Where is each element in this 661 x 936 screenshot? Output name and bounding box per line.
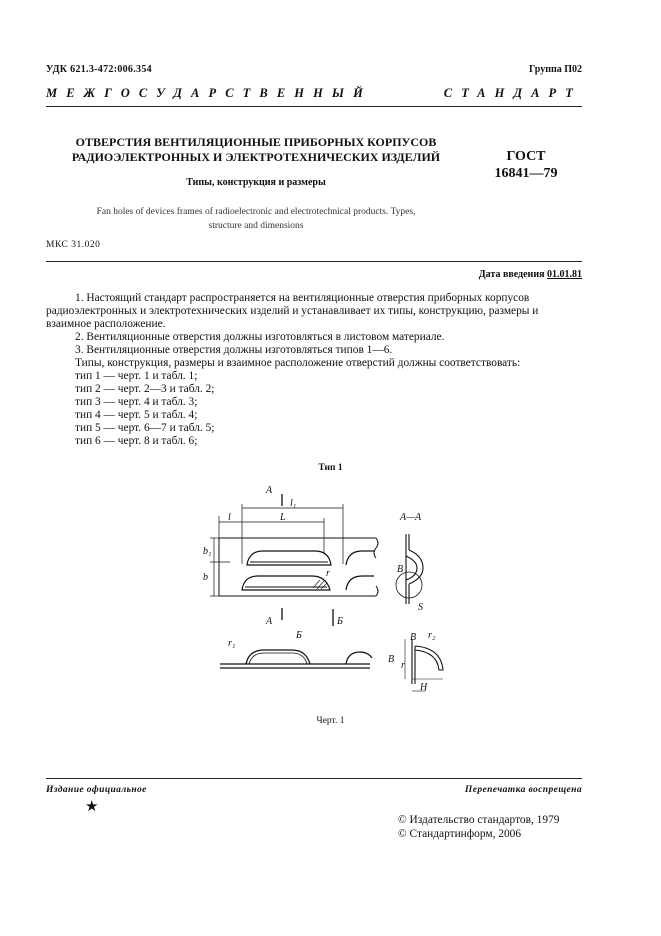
label-view-b: Б [296, 630, 302, 641]
type-list-item: тип 2 — черт. 2—3 и табл. 2; [75, 383, 215, 395]
gost-designation [476, 148, 576, 182]
label-dim-b-detail: В [388, 654, 395, 665]
plate-front-view [219, 538, 378, 596]
copyright-line-1: © Издательство стандартов, 1979 [398, 814, 560, 826]
body-text [46, 292, 582, 448]
document-subtitle: Типы, конструкция и размеры [186, 177, 326, 188]
title-rule [46, 261, 582, 262]
label-dim-l: l [228, 512, 231, 523]
label-node-v-detail: В [410, 632, 417, 643]
document-title [46, 135, 466, 165]
mks-code: МКС 31.020 [46, 240, 101, 250]
interstate-heading: МЕЖГОСУДАРСТВЕННЫЙ [46, 86, 372, 100]
gost-label: ГОСТ [506, 149, 546, 164]
reprint-notice: Перепечатка воспрещена [464, 785, 582, 795]
introduction-date-label: Дата введения [478, 269, 545, 280]
star-icon: ★ [85, 799, 99, 815]
standard-heading: СТАНДАРТ [443, 86, 582, 100]
copyright-line-2: © Стандартинформ, 2006 [398, 827, 522, 840]
technical-drawing [200, 476, 450, 706]
header-rule [46, 106, 582, 107]
official-edition: Издание официальное [46, 785, 147, 795]
label-dim-r2: r₂ [428, 630, 436, 641]
label-dim-r1: r₁ [228, 638, 236, 649]
figure-type-label: Тип 1 [318, 463, 343, 473]
label-dim-r: r [326, 568, 330, 579]
label-dim-L: L [280, 512, 286, 523]
type-list-item: тип 6 — черт. 8 и табл. 6; [75, 435, 198, 447]
type-list-item: тип 1 — черт. 1 и табл. 1; [75, 370, 198, 382]
label-dim-b: b [203, 572, 208, 583]
label-dim-l1: l₁ [290, 498, 297, 509]
english-title-line-2: structure and dimensions [208, 221, 304, 231]
title-line-1: ОТВЕРСТИЯ ВЕНТИЛЯЦИОННЫЕ ПРИБОРНЫХ КОРПУСОВ [75, 135, 437, 149]
copyright-block [398, 814, 559, 841]
gost-number: 16841—79 [494, 166, 558, 181]
label-section-a-top: А [266, 485, 273, 496]
label-dim-b1: b₁ [203, 546, 212, 557]
label-section-aa: А—А [400, 512, 422, 523]
paragraph-2: 2. Вентиляционные отверстия должны изготовляться в листовом материале. [75, 331, 445, 343]
title-line-2: РАДИОЭЛЕКТРОННЫХ И ЭЛЕКТРОТЕХНИЧЕСКИХ ИЗДЕЛИЙ [71, 150, 441, 164]
introduction-date-value: 01.01.81 [547, 269, 582, 280]
footer-rule [46, 778, 582, 779]
label-dim-h: H [420, 682, 428, 693]
label-dim-r-detail: r [401, 660, 405, 671]
label-dim-s: S [418, 602, 423, 613]
section-marks [282, 494, 333, 626]
group-code: Группа П02 [529, 64, 582, 75]
paragraph-4: Типы, конструкция, размеры и взаимное расположение отверстий должны соответствовать: [75, 357, 521, 369]
label-node-v: В [397, 564, 404, 575]
english-title [46, 205, 466, 233]
label-section-a-bottom: А [266, 616, 273, 627]
paragraph-3: 3. Вентиляционные отверстия должны изготовляться типов 1—6. [75, 344, 393, 356]
introduction-date [479, 269, 582, 280]
type-list-item: тип 3 — черт. 4 и табл. 3; [75, 396, 198, 408]
figure-caption: Черт. 1 [316, 716, 345, 726]
label-view-b-arrow: Б [337, 616, 343, 627]
profile-view-b [220, 650, 372, 668]
udk-code: УДК 621.3-472:006.354 [46, 64, 152, 75]
english-title-line-1: Fan holes of devices frames of radioelectronic and electrotechnical products. Types, [96, 207, 416, 217]
type-list-item: тип 5 — черт. 6—7 и табл. 5; [75, 422, 215, 434]
type-list-item: тип 4 — черт. 5 и табл. 4; [75, 409, 198, 421]
paragraph-1: 1. Настоящий стандарт распространяется на вентиляционные отверстия приборных корпусов радиоэлектронных и электротехнических изделий и устанавливает их типы, конструкцию, размеры и взаимное расположение. [46, 292, 539, 330]
